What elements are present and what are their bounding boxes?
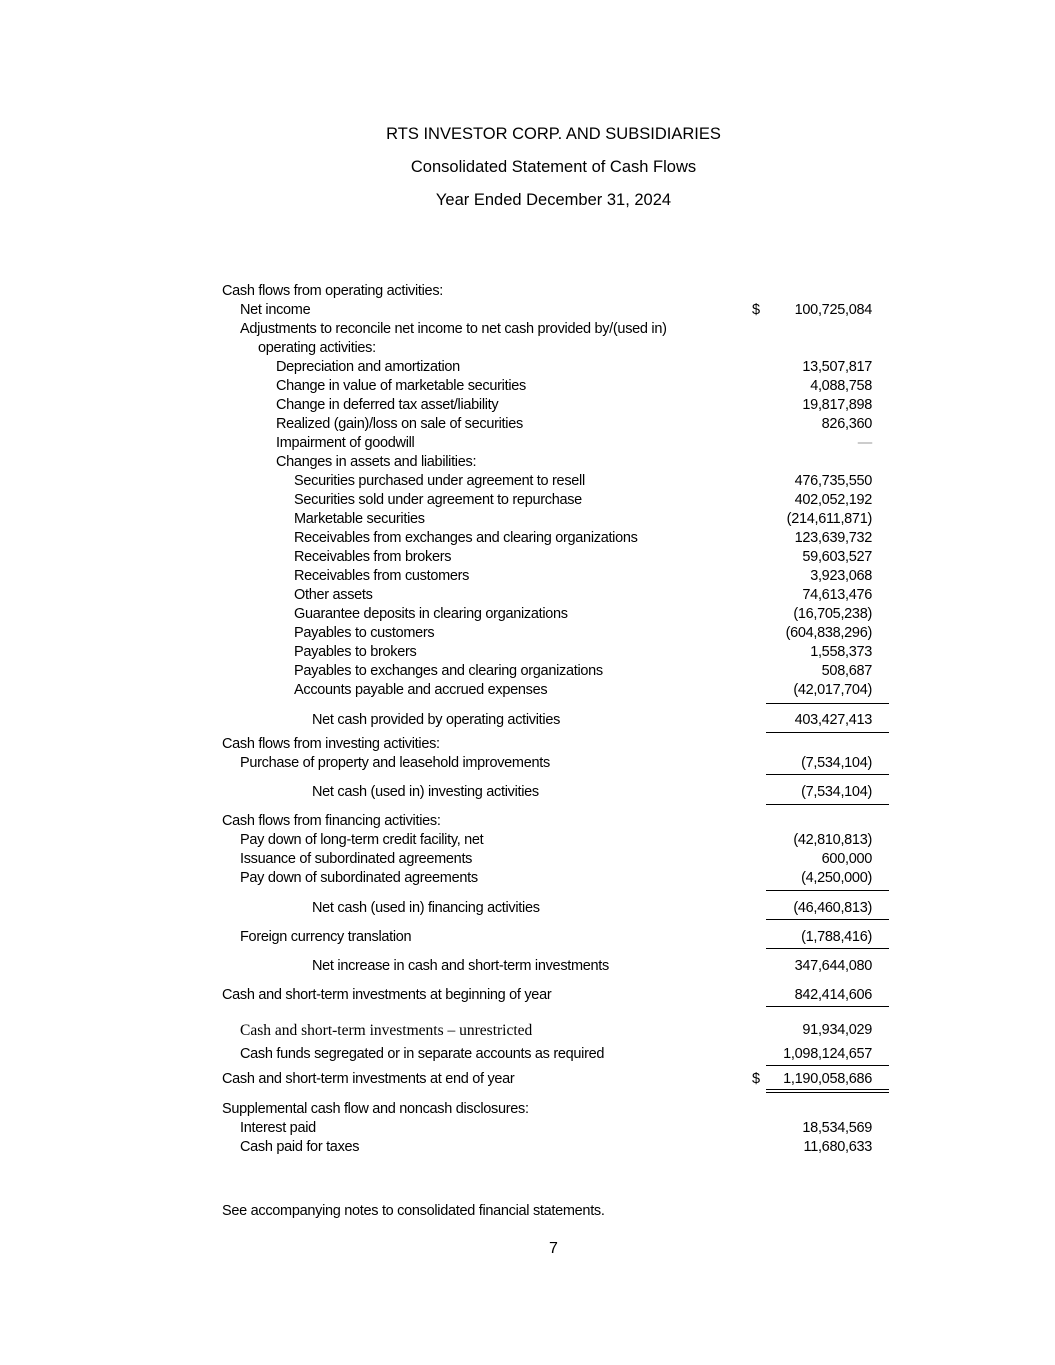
table-row: Change in deferred tax asset/liability 19,817,898	[276, 397, 872, 413]
statement-title: Consolidated Statement of Cash Flows	[410, 158, 697, 176]
table-row: Interest paid 18,534,569	[240, 1120, 872, 1136]
operating-heading: Cash flows from operating activities:	[222, 283, 443, 299]
segregated-row: Cash funds segregated or in separate accounts as required 1,098,124,657	[240, 1046, 872, 1062]
investing-net-row: Net cash (used in) investing activities (7,534,104)	[312, 784, 872, 800]
table-row: Receivables from exchanges and clearing organizations 123,639,732	[294, 530, 872, 546]
currency-symbol: $	[752, 1071, 760, 1087]
fx-row: Foreign currency translation (1,788,416)	[240, 929, 872, 945]
table-row: Issuance of subordinated agreements 600,000	[240, 851, 872, 867]
adjustments-heading: Adjustments to reconcile net income to net cash provided by/(used in)	[240, 321, 667, 337]
table-row: Receivables from brokers 59,603,527	[294, 549, 872, 565]
net-increase-row: Net increase in cash and short-term investments 347,644,080	[312, 958, 872, 974]
table-row: Guarantee deposits in clearing organizations (16,705,238)	[294, 606, 872, 622]
table-row: Receivables from customers 3,923,068	[294, 568, 872, 584]
net-income-row: Net income $ 100,725,084	[240, 302, 872, 318]
double-rule-top	[766, 1089, 889, 1090]
footnote: See accompanying notes to consolidated financial statements.	[222, 1203, 605, 1219]
table-row: Securities sold under agreement to repurchase 402,052,192	[294, 492, 872, 508]
subtotal-rule	[766, 1065, 889, 1066]
table-row: Cash paid for taxes 11,680,633	[240, 1139, 872, 1155]
supplemental-heading: Supplemental cash flow and noncash disclosures:	[222, 1101, 529, 1117]
table-row: Impairment of goodwill —	[276, 435, 872, 451]
table-row: Securities purchased under agreement to resell 476,735,550	[294, 473, 872, 489]
currency-symbol: $	[752, 302, 760, 318]
table-row: Purchase of property and leasehold improvements (7,534,104)	[240, 755, 872, 771]
table-row: Realized (gain)/loss on sale of securities 826,360	[276, 416, 872, 432]
table-row: Payables to customers (604,838,296)	[294, 625, 872, 641]
financing-heading: Cash flows from financing activities:	[222, 813, 441, 829]
table-row: Accounts payable and accrued expenses (42,017,704)	[294, 682, 872, 698]
ending-balance-row: Cash and short-term investments at end of year $ 1,190,058,686	[222, 1071, 872, 1087]
table-row: Depreciation and amortization 13,507,817	[276, 359, 872, 375]
financing-net-row: Net cash (used in) financing activities (46,460,813)	[312, 900, 872, 916]
total-rule	[766, 732, 889, 733]
table-row: Pay down of long-term credit facility, net (42,810,813)	[240, 832, 872, 848]
subtotal-rule	[766, 890, 889, 891]
table-row: Payables to exchanges and clearing organizations 508,687	[294, 663, 872, 679]
adjustments-heading-cont: operating activities:	[258, 340, 376, 356]
operating-net-row: Net cash provided by operating activities 403,427,413	[312, 712, 872, 728]
table-row: Change in value of marketable securities 4,088,758	[276, 378, 872, 394]
company-name: RTS INVESTOR CORP. AND SUBSIDIARIES	[386, 125, 721, 143]
table-row: Pay down of subordinated agreements (4,250,000)	[240, 870, 872, 886]
subtotal-rule	[766, 948, 889, 949]
double-rule-bottom	[766, 1092, 889, 1093]
table-row: Marketable securities (214,611,871)	[294, 511, 872, 527]
statement-period: Year Ended December 31, 2024	[435, 191, 672, 209]
unrestricted-row: Cash and short-term investments – unrestricted 91,934,029	[240, 1022, 872, 1039]
subtotal-rule	[766, 703, 889, 704]
table-row: Other assets 74,613,476	[294, 587, 872, 603]
total-rule	[766, 919, 889, 920]
beginning-balance-row: Cash and short-term investments at beginning of year 842,414,606	[222, 987, 872, 1003]
investing-heading: Cash flows from investing activities:	[222, 736, 440, 752]
subtotal-rule	[766, 774, 889, 775]
page-number: 7	[549, 1240, 558, 1257]
table-row: Payables to brokers 1,558,373	[294, 644, 872, 660]
subtotal-rule	[766, 1006, 889, 1007]
changes-heading: Changes in assets and liabilities:	[276, 454, 477, 470]
total-rule	[766, 804, 889, 805]
